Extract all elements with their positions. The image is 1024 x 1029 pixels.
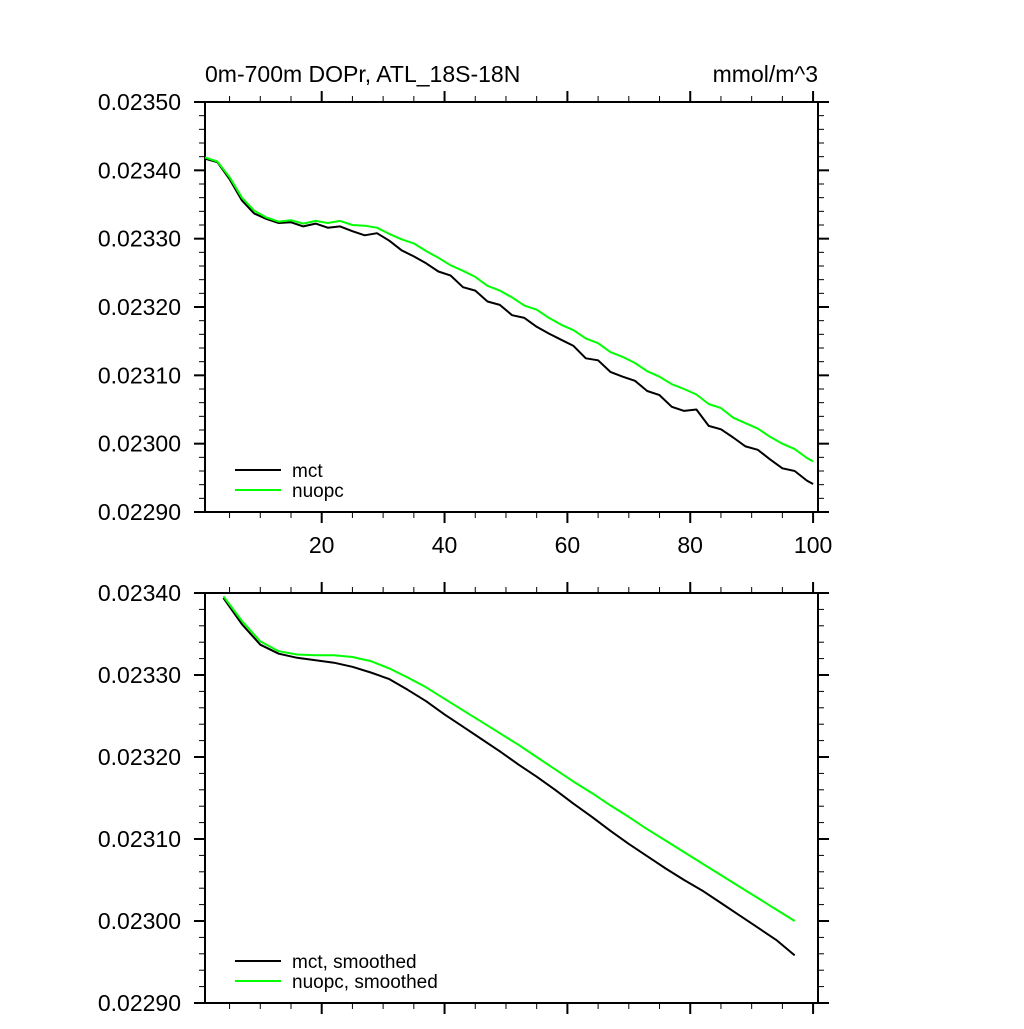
y-tick-label: 0.02340	[97, 580, 181, 606]
y-tick-label: 0.02300	[97, 908, 181, 934]
y-tick-label: 0.02320	[97, 744, 181, 770]
y-tick-label: 0.02290	[97, 990, 181, 1016]
legend-label: mct, smoothed	[292, 952, 417, 973]
y-tick-label: 0.02310	[97, 362, 181, 389]
x-tick-label: 60	[554, 532, 581, 558]
legend-label: nuopc	[292, 481, 344, 502]
y-tick-label: 0.02350	[97, 89, 181, 115]
x-tick-label: 20	[308, 532, 335, 558]
x-tick-label: 80	[677, 532, 703, 558]
y-tick-label: 0.02310	[97, 826, 181, 852]
y-tick-label: 0.02290	[97, 499, 181, 525]
y-tick-label: 0.02330	[97, 225, 181, 252]
x-tick-label: 100	[793, 532, 833, 558]
units-label: mmol/m^3	[712, 61, 818, 87]
legend-label: mct	[292, 461, 323, 482]
x-tick-label: 40	[431, 532, 458, 558]
y-tick-label: 0.02330	[97, 662, 181, 688]
y-tick-label: 0.02300	[97, 430, 181, 457]
chart-title: 0m-700m DOPr, ATL_18S-18N	[205, 61, 521, 87]
legend-label: nuopc, smoothed	[292, 972, 438, 993]
y-tick-label: 0.02340	[97, 157, 181, 184]
y-tick-label: 0.02320	[97, 294, 181, 320]
